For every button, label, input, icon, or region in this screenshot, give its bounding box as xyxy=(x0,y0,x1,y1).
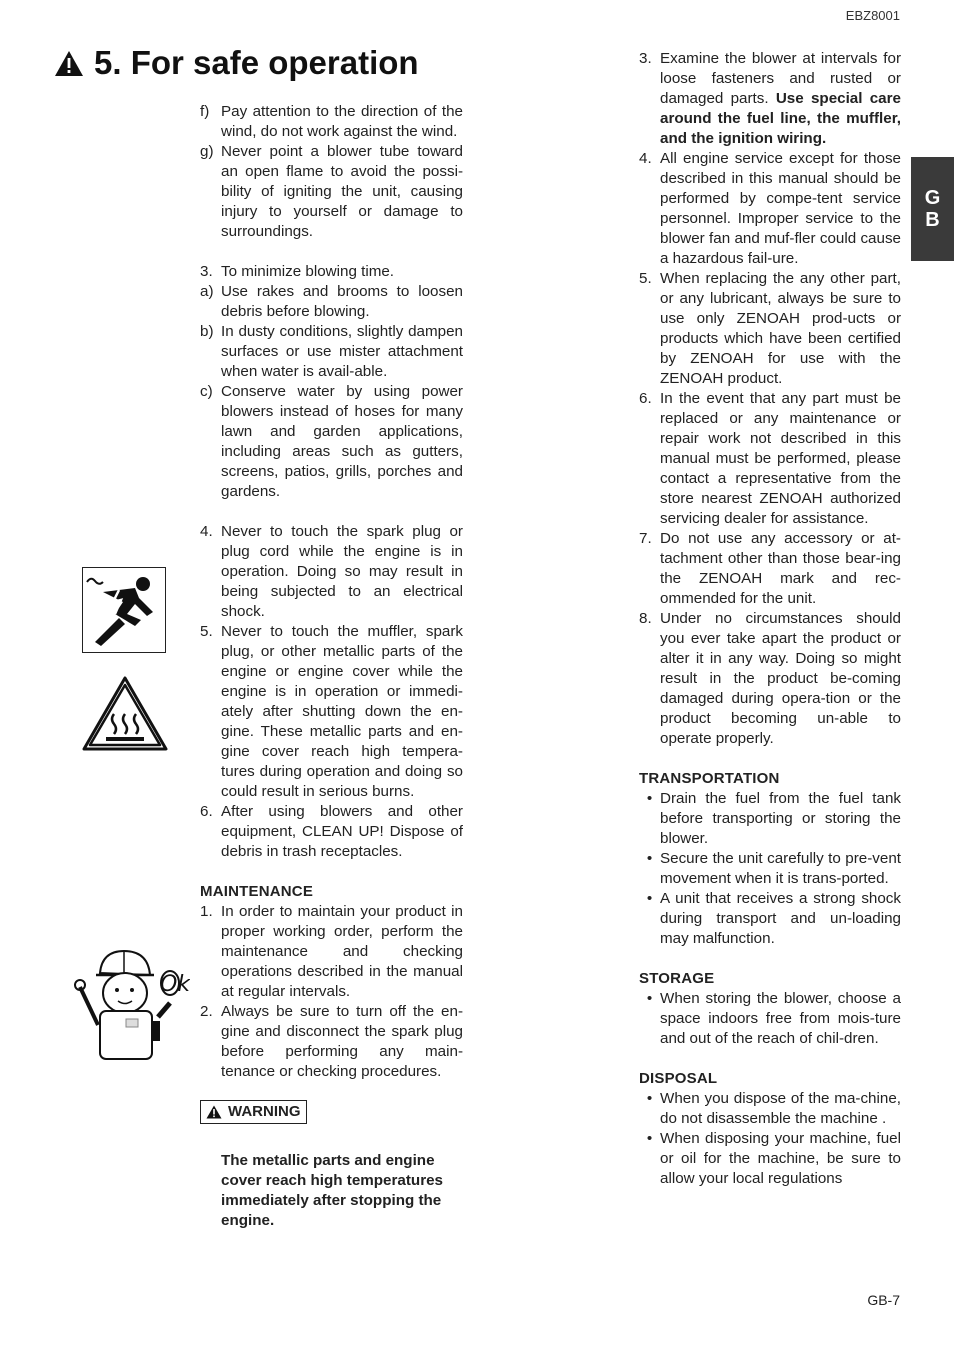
list-item: 4. All engine service except for those described in this manual should be performed by compe-tent service personnel. Improper service to the blower fan and muf-fler could cause a hazardous fail-ure. xyxy=(639,150,901,267)
list-b xyxy=(200,262,463,502)
list-item: • When storing the blower, choose a space indoors free from mois-ture and out of the reach of chil-dren. xyxy=(646,990,901,1047)
list-item: • A unit that receives a strong shock during transport and un-loading may malfunction. xyxy=(646,890,901,947)
hot-surface-icon xyxy=(82,676,168,757)
list-item: 5. Never to touch the muffler, spark plug, or other metallic parts of the engine or engine cover while the engine is in operation or immedi-ately after shutting down the en-gine. These metallic parts and en-gine cover reach high tempera-tures during operation and doing so could result in serious burns. xyxy=(200,623,463,800)
maintenance-list xyxy=(200,902,463,1082)
left-column xyxy=(200,102,463,1231)
list-item: 2. Always be sure to turn off the en-gine and disconnect the spark plug before performing any main-tenance or checking procedures. xyxy=(200,1003,463,1080)
warning-triangle-icon xyxy=(54,50,84,77)
ok-text: Ok xyxy=(160,972,190,997)
list-a xyxy=(200,102,463,242)
list-item: f) Pay attention to the direction of the wind, do not work against the wind. xyxy=(200,103,463,140)
list-item: 7. Do not use any accessory or at-tachment other than those bear-ing the ZENOAH mark and rec-ommended for the unit. xyxy=(639,530,901,607)
page-title xyxy=(54,44,419,82)
transportation-heading: TRANSPORTATION xyxy=(639,770,780,787)
list-item: 8. Under no circumstances should you ever take apart the product or alter it in any way. Doing so might result in the product be-coming damaged during opera-tion or the product becoming un-able to operate properly. xyxy=(639,610,901,747)
list-item: • When you dispose of the ma-chine, do not disassemble the machine . xyxy=(646,1090,901,1127)
disposal-heading: DISPOSAL xyxy=(639,1070,718,1087)
warning-triangle-icon xyxy=(206,1105,222,1119)
maintenance-heading: MAINTENANCE xyxy=(200,883,314,900)
language-tab xyxy=(911,157,954,261)
warning-label-text: WARNING xyxy=(228,1103,301,1120)
model-code: EBZ8001 xyxy=(845,8,900,23)
list-item: • Drain the fuel from the fuel tank before transporting or storing the blower. xyxy=(646,790,901,847)
mechanic-ok-illustration xyxy=(72,945,190,1070)
storage-heading: STORAGE xyxy=(639,970,715,987)
warning-text: The metallic parts and engine cover reach high temperatures immediately after stopping the engine. xyxy=(221,1152,443,1229)
right-column xyxy=(639,49,901,1189)
list-item: 1. In order to maintain your product in proper working order, perform the maintenance and checking operations described in the manual at regular intervals. xyxy=(200,903,463,1000)
list-item: 5. When replacing the any other part, or any lubricant, always be sure to use only ZENOAH prod-ucts or products which have been certified by ZENOAH for use with the ZENOAH product. xyxy=(639,270,901,387)
list-item: • When disposing your machine, fuel or oil for the machine, be sure to allow your local regulations xyxy=(646,1130,901,1187)
page-title-text: 5. For safe operation xyxy=(94,44,419,81)
list-c xyxy=(200,522,463,862)
page-number: GB-7 xyxy=(867,1292,900,1308)
list-item: 4. Never to touch the spark plug or plug cord while the engine is in operation. Doing so may result in being subjected to an electrical shock. xyxy=(200,523,463,620)
list-item: 3. Examine the blower at intervals for loose fasteners and rusted or damaged parts. Use special care around the fuel line, the muffler, and the ignition wiring. xyxy=(639,50,901,147)
language-tab-line1: G xyxy=(924,187,941,209)
language-tab-line2: B xyxy=(925,209,940,231)
list-item: • Secure the unit carefully to pre-vent movement when it is trans-ported. xyxy=(646,850,901,887)
list-item: a) Use rakes and brooms to loosen debris before blowing. xyxy=(200,283,463,320)
electric-shock-icon xyxy=(82,567,166,653)
warning-label xyxy=(200,1100,307,1124)
list-item: b) In dusty conditions, slightly dampen surfaces or use mister attachment when water is avail-able. xyxy=(200,323,463,380)
list-item: g) Never point a blower tube toward an open flame to avoid the possi-bility of igniting the unit, causing injury to yourself or damage to surroundings. xyxy=(200,143,463,240)
list-item: 6. After using blowers and other equipment, CLEAN UP! Dispose of debris in trash receptacles. xyxy=(200,803,463,860)
list-item: 3. To minimize blowing time. xyxy=(200,263,395,280)
list-item: c) Conserve water by using power blowers instead of hoses for many lawn and garden applications, including areas such as gutters, screens, patios, grills, porches and gardens. xyxy=(200,383,463,500)
list-item: 6. In the event that any part must be replaced or any maintenance or repair work not described in this manual must be performed, please contact a representative from the store nearest ZENOAH authorized servicing dealer for assistance. xyxy=(639,390,901,527)
